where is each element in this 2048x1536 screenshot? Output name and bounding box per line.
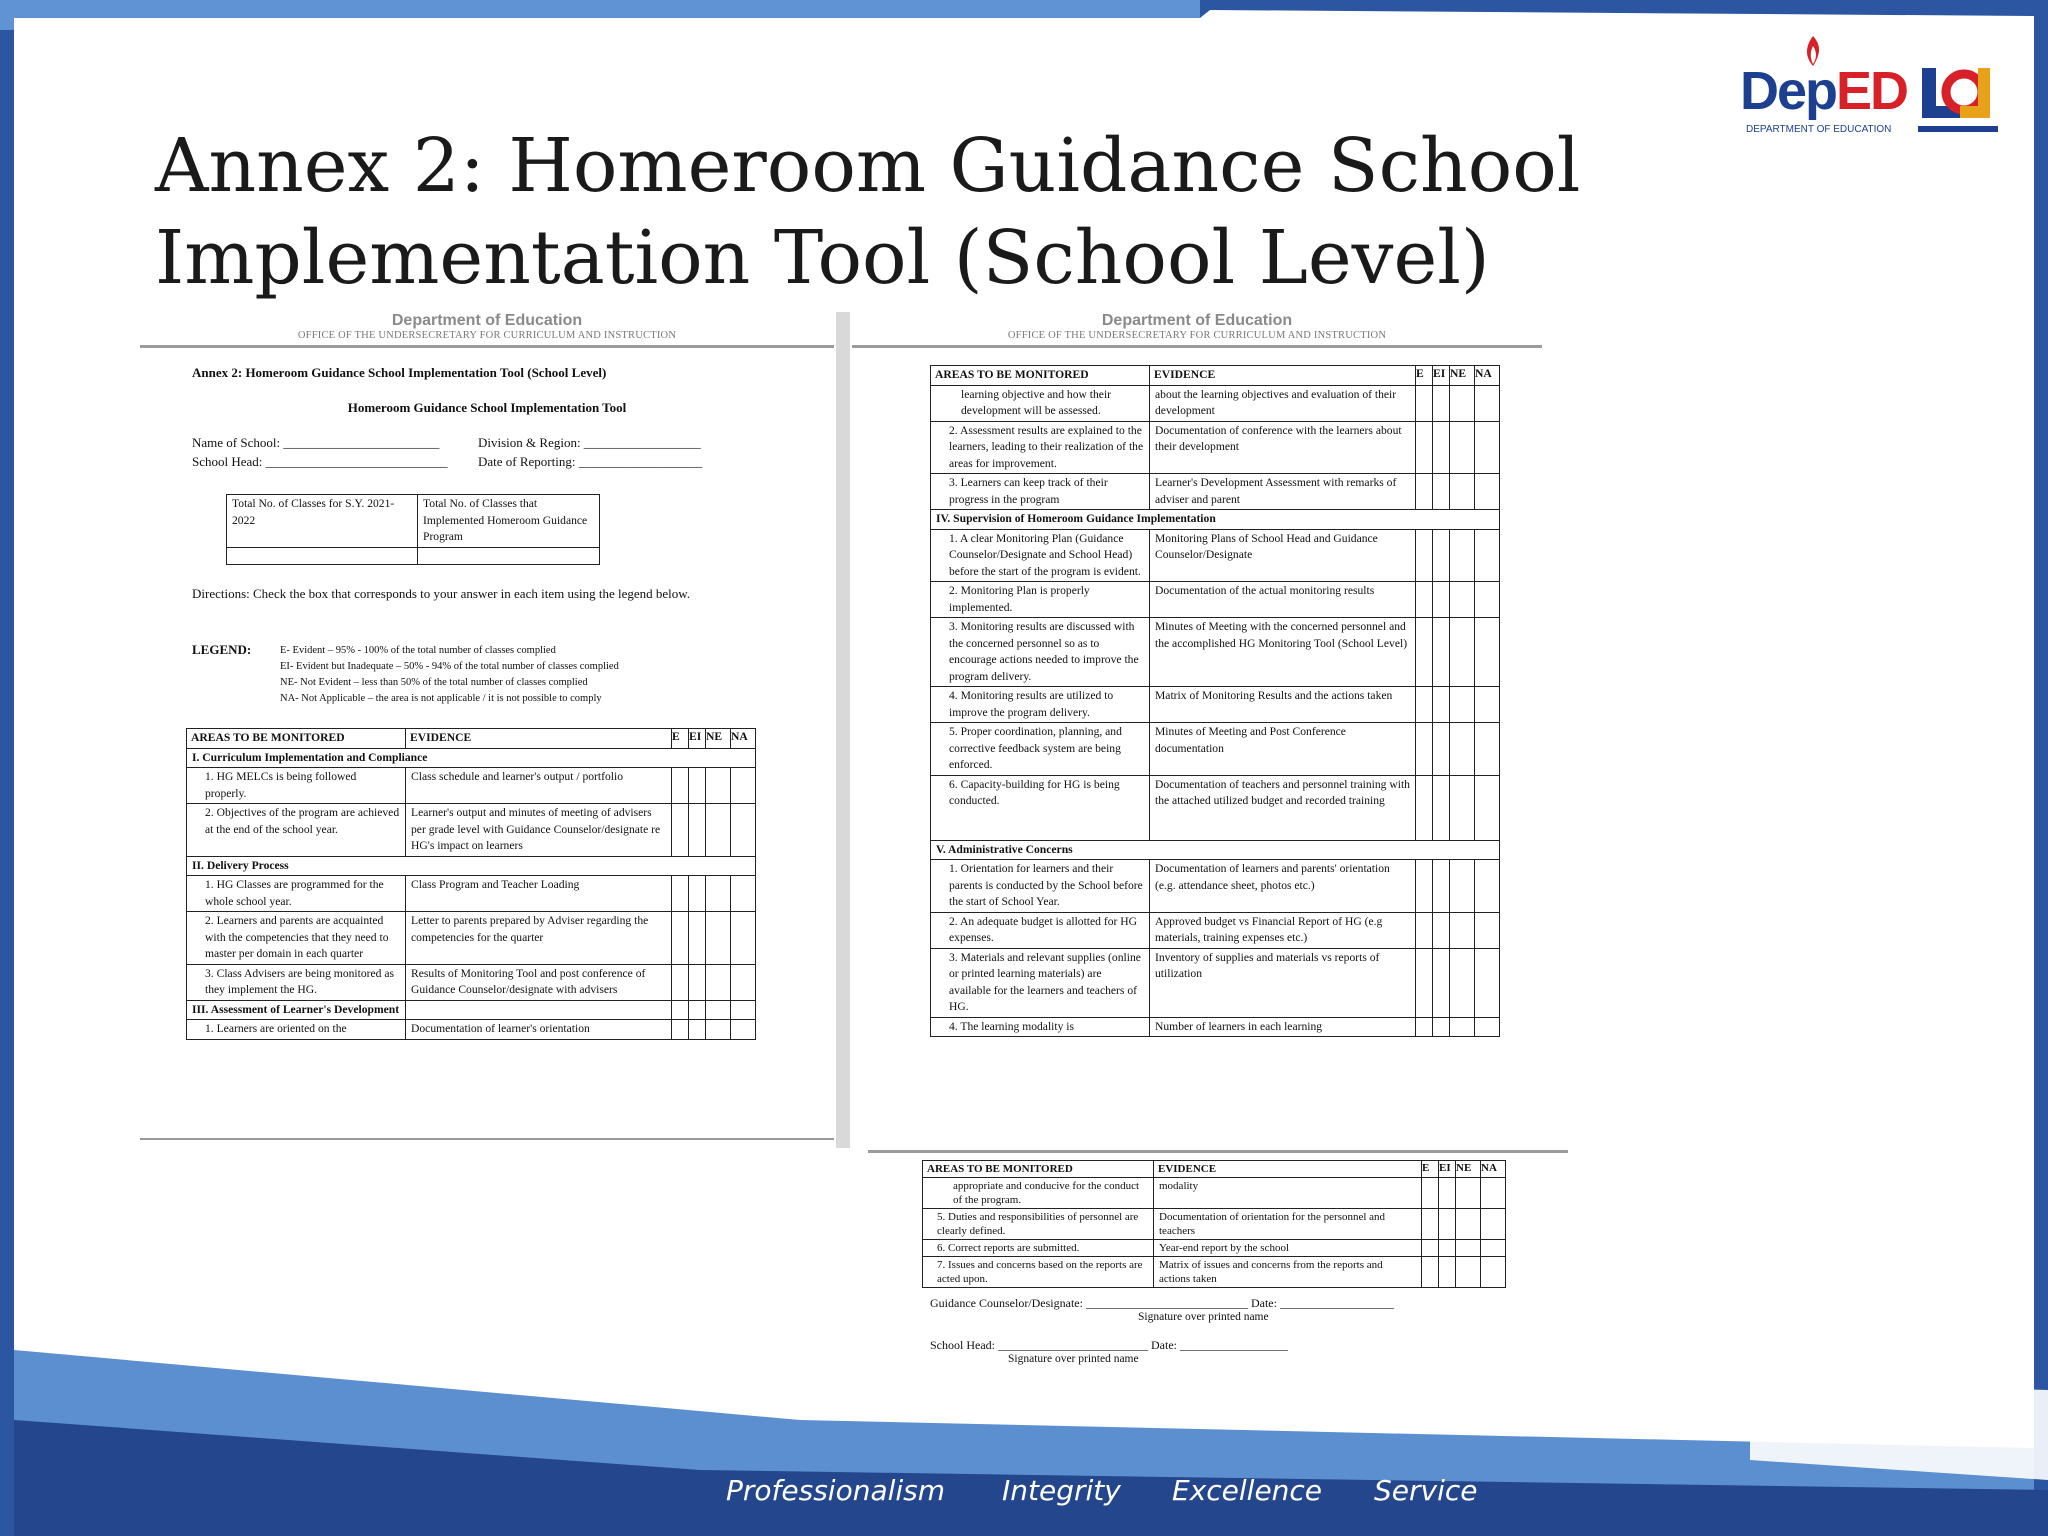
checkbox-e[interactable]: [1416, 723, 1433, 776]
checkbox-e[interactable]: [1416, 775, 1433, 840]
deped-logo-dep: Dep: [1740, 61, 1837, 121]
col-header-evidence: EVIDENCE: [1150, 366, 1416, 386]
area-cell: 2. Monitoring Plan is properly implemented.: [931, 582, 1150, 618]
directions-text: Directions: Check the box that corresponds to your answer in each item using the legend below.: [192, 586, 691, 601]
table-row: [931, 385, 1500, 421]
checkbox-ei[interactable]: [689, 804, 706, 857]
checkbox-ei[interactable]: [1439, 1209, 1456, 1240]
evidence-cell: Minutes of Meeting and Post Conference documentation: [1150, 723, 1416, 776]
checkbox-ne[interactable]: [1450, 582, 1475, 618]
evidence-cell: Learner's output and minutes of meeting of advisers per grade level with Guidance Counselor/designate re HG's impact on learners: [406, 804, 672, 857]
table-cell: [418, 548, 600, 565]
table-header-row: [923, 1161, 1506, 1178]
core-value-excellence: Excellence: [1172, 1474, 1323, 1507]
area-cell: 1. A clear Monitoring Plan (Guidance Counselor/Designate and School Head) before the start of the program is evident.: [931, 529, 1150, 582]
area-cell: 3. Monitoring results are discussed with the concerned personnel so as to encourage actions needed to improve the program delivery.: [931, 618, 1150, 687]
col-header-ne: NE: [706, 729, 731, 749]
table-header-row: [931, 366, 1500, 386]
checkbox-ne[interactable]: [706, 804, 731, 857]
checkbox-e[interactable]: [672, 804, 689, 857]
checkbox-ne[interactable]: [706, 1020, 731, 1040]
table-row: [187, 964, 756, 1000]
evidence-cell: Number of learners in each learning: [1150, 1017, 1416, 1037]
checkbox-ne[interactable]: [706, 876, 731, 912]
checkbox-na[interactable]: [1481, 1257, 1506, 1288]
area-cell: 1. HG Classes are programmed for the whole school year.: [187, 876, 406, 912]
checkbox-ei[interactable]: [1433, 1017, 1450, 1037]
table-row: [923, 1257, 1506, 1288]
col-header-evidence: EVIDENCE: [1154, 1161, 1422, 1178]
col-header-ei: EI: [1439, 1161, 1456, 1178]
checkbox-ne[interactable]: [1450, 421, 1475, 474]
monitoring-table-page1: [186, 728, 756, 1040]
checkbox-e[interactable]: [672, 768, 689, 804]
col-header-na: NA: [731, 729, 756, 749]
document-page-1: [140, 312, 834, 1142]
evidence-cell: Class schedule and learner's output / portfolio: [406, 768, 672, 804]
document-page-2: [852, 312, 1542, 1132]
checkbox-na[interactable]: [1475, 687, 1500, 723]
checkbox-e[interactable]: [1416, 582, 1433, 618]
col-header-na: NA: [1481, 1161, 1506, 1178]
area-cell: 6. Capacity-building for HG is being conducted.: [931, 775, 1150, 840]
evidence-cell: Minutes of Meeting with the concerned personnel and the accomplished HG Monitoring Tool (School Level): [1150, 618, 1416, 687]
evidence-cell: Results of Monitoring Tool and post conference of Guidance Counselor/designate with advisers: [406, 964, 672, 1000]
area-cell: 2. Objectives of the program are achieved at the end of the school year.: [187, 804, 406, 857]
section-row: [931, 840, 1500, 860]
evidence-cell: Learner's Development Assessment with remarks of adviser and parent: [1150, 474, 1416, 510]
area-cell: 2. An adequate budget is allotted for HG expenses.: [931, 912, 1150, 948]
area-cell: learning objective and how their development will be assessed.: [931, 385, 1150, 421]
checkbox-ne[interactable]: [1450, 723, 1475, 776]
checkbox-na[interactable]: [1475, 723, 1500, 776]
doc-header-dept: Department of Education: [1101, 312, 1293, 329]
checkbox-ei[interactable]: [1433, 723, 1450, 776]
deped-logo-ed: ED: [1836, 61, 1908, 121]
evidence-cell: Matrix of issues and concerns from the reports and actions taken: [1154, 1257, 1422, 1288]
section-row: [931, 510, 1500, 530]
tool-subtitle: Homeroom Guidance School Implementation Tool: [347, 400, 627, 415]
evidence-cell: Matrix of Monitoring Results and the actions taken: [1150, 687, 1416, 723]
checkbox-na[interactable]: [731, 876, 756, 912]
section-curriculum: I. Curriculum Implementation and Compliance: [187, 748, 756, 768]
slide-title-line1: Annex 2: Homeroom Guidance School: [155, 123, 1581, 209]
evidence-cell: about the learning objectives and evaluation of their development: [1150, 385, 1416, 421]
classes-implemented-label: Total No. of Classes that Implemented Homeroom Guidance Program: [418, 495, 600, 548]
checkbox-ne[interactable]: [1450, 912, 1475, 948]
checkbox-na[interactable]: [1475, 948, 1500, 1017]
evidence-cell: Inventory of supplies and materials vs reports of utilization: [1150, 948, 1416, 1017]
core-value-integrity: Integrity: [1002, 1474, 1121, 1507]
division-region-field: Division & Region: __________________: [478, 435, 701, 450]
checkbox-na[interactable]: [1475, 582, 1500, 618]
checkbox-ne[interactable]: [1456, 1240, 1481, 1257]
slide-title-line2: Implementation Tool (School Level): [155, 215, 1490, 301]
evidence-cell: Documentation of conference with the learners about their development: [1150, 421, 1416, 474]
checkbox-ne[interactable]: [1456, 1178, 1481, 1209]
col-header-e: E: [1416, 366, 1433, 386]
table-row: [931, 723, 1500, 776]
evidence-cell: Approved budget vs Financial Report of HG (e.g materials, training expenses etc.): [1150, 912, 1416, 948]
checkbox-na[interactable]: [1481, 1240, 1506, 1257]
monitoring-table-page2: [930, 365, 1500, 1037]
area-cell: 2. Learners and parents are acquainted with the competencies that they need to master per domain in each quarter: [187, 912, 406, 965]
checkbox-na[interactable]: [1475, 529, 1500, 582]
checkbox-ei[interactable]: [689, 768, 706, 804]
checkbox-na[interactable]: [1475, 385, 1500, 421]
col-header-e: E: [1422, 1161, 1439, 1178]
core-value-professionalism: Professionalism: [726, 1474, 946, 1507]
table-row: [931, 474, 1500, 510]
checkbox-na[interactable]: [1481, 1209, 1506, 1240]
col-header-evidence: EVIDENCE: [406, 729, 672, 749]
checkbox-ei[interactable]: [1439, 1178, 1456, 1209]
checkbox-ei[interactable]: [689, 964, 706, 1000]
signature-school-head: School Head: _________________________ Date: __________________: [930, 1338, 1288, 1352]
table-row: [187, 768, 756, 804]
checkbox-e[interactable]: [1416, 860, 1433, 913]
classes-total-label: Total No. of Classes for S.Y. 2021-2022: [227, 495, 418, 548]
col-header-ei: EI: [1433, 366, 1450, 386]
table-cell: [731, 1000, 756, 1020]
evidence-cell: Documentation of teachers and personnel training with the attached utilized budget and recorded training: [1150, 775, 1416, 840]
col-header-ei: EI: [689, 729, 706, 749]
checkbox-e[interactable]: [1416, 618, 1433, 687]
checkbox-na[interactable]: [1475, 860, 1500, 913]
table-row: [931, 912, 1500, 948]
checkbox-e[interactable]: [1416, 687, 1433, 723]
school-head-field: School Head: ____________________________: [192, 454, 448, 469]
classes-count-table: [226, 494, 600, 565]
checkbox-na[interactable]: [1475, 1017, 1500, 1037]
evidence-cell: Class Program and Teacher Loading: [406, 876, 672, 912]
table-row: [923, 1240, 1506, 1257]
date-reporting-field: Date of Reporting: ___________________: [478, 454, 703, 469]
col-header-ne: NE: [1450, 366, 1475, 386]
page-bottom-rule: [140, 1138, 834, 1140]
checkbox-ei[interactable]: [1439, 1257, 1456, 1288]
doc-header-dept: Department of Education: [391, 312, 583, 329]
table-row: [931, 1017, 1500, 1037]
checkbox-ne[interactable]: [1450, 385, 1475, 421]
legend-list: [280, 643, 619, 707]
slide-title: [155, 120, 1755, 304]
checkbox-ne[interactable]: [1450, 775, 1475, 840]
col-header-area: AREAS TO BE MONITORED: [923, 1161, 1154, 1178]
area-cell: 3. Materials and relevant supplies (online or printed learning materials) are available for the learners and teachers of HG.: [931, 948, 1150, 1017]
table-row: [187, 876, 756, 912]
legend-item-ei: EI- Evident but Inadequate – 50% - 94% of the total number of classes complied: [280, 661, 619, 672]
section-assessment: III. Assessment of Learner's Development: [187, 1000, 406, 1020]
checkbox-e[interactable]: [1416, 421, 1433, 474]
checkbox-na[interactable]: [731, 964, 756, 1000]
deped-logo-caption: DEPARTMENT OF EDUCATION: [1746, 124, 1892, 135]
table-cell: [672, 1000, 689, 1020]
evidence-cell: modality: [1154, 1178, 1422, 1209]
col-header-ne: NE: [1456, 1161, 1481, 1178]
checkbox-ne[interactable]: [706, 768, 731, 804]
evidence-cell: Year-end report by the school: [1154, 1240, 1422, 1257]
checkbox-ei[interactable]: [1433, 582, 1450, 618]
legend-label: LEGEND:: [192, 642, 252, 657]
checkbox-e[interactable]: [1422, 1240, 1439, 1257]
checkbox-ei[interactable]: [689, 1020, 706, 1040]
checkbox-na[interactable]: [731, 1020, 756, 1040]
table-cell: [689, 1000, 706, 1020]
table-cell: [227, 548, 418, 565]
table-row: [931, 582, 1500, 618]
col-header-area: AREAS TO BE MONITORED: [187, 729, 406, 749]
checkbox-ei[interactable]: [1433, 421, 1450, 474]
checkbox-e[interactable]: [672, 912, 689, 965]
section-row: [187, 748, 756, 768]
area-cell: 2. Assessment results are explained to the learners, leading to their realization of the areas for improvement.: [931, 421, 1150, 474]
checkbox-e[interactable]: [1416, 385, 1433, 421]
doc-header-rule: [852, 345, 1542, 348]
checkbox-ei[interactable]: [689, 876, 706, 912]
checkbox-na[interactable]: [1475, 912, 1500, 948]
logo-group: [1738, 34, 2008, 144]
checkbox-ei[interactable]: [1433, 775, 1450, 840]
evidence-cell: Documentation of the actual monitoring results: [1150, 582, 1416, 618]
area-cell: 3. Learners can keep track of their progress in the program: [931, 474, 1150, 510]
checkbox-e[interactable]: [1422, 1209, 1439, 1240]
section-administrative: V. Administrative Concerns: [931, 840, 1500, 860]
checkbox-e[interactable]: [672, 1020, 689, 1040]
monitoring-table-page3: [922, 1160, 1506, 1288]
section-supervision: IV. Supervision of Homeroom Guidance Implementation: [931, 510, 1500, 530]
checkbox-na[interactable]: [1475, 775, 1500, 840]
checkbox-ei[interactable]: [689, 912, 706, 965]
name-of-school-field: Name of School: ________________________: [192, 435, 440, 450]
section-row: [187, 856, 756, 876]
table-cell: [706, 1000, 731, 1020]
section-delivery: II. Delivery Process: [187, 856, 756, 876]
checkbox-ne[interactable]: [1450, 529, 1475, 582]
checkbox-ne[interactable]: [1456, 1257, 1481, 1288]
checkbox-e[interactable]: [672, 876, 689, 912]
legend-item-na: NA- Not Applicable – the area is not applicable / it is not possible to comply: [280, 693, 602, 704]
table-row: [931, 618, 1500, 687]
checkbox-ne[interactable]: [706, 964, 731, 1000]
table-row: [931, 860, 1500, 913]
area-cell: 7. Issues and concerns based on the reports are acted upon.: [923, 1257, 1154, 1288]
table-row: [931, 529, 1500, 582]
legend-item-ne: NE- Not Evident – less than 50% of the total number of classes complied: [280, 677, 588, 688]
table-row: [227, 495, 600, 548]
doc-header-office: OFFICE OF THE UNDERSECRETARY FOR CURRICULUM AND INSTRUCTION: [1007, 330, 1387, 341]
checkbox-na[interactable]: [1475, 618, 1500, 687]
checkbox-e[interactable]: [1416, 912, 1433, 948]
legend-item-e: E- Evident – 95% - 100% of the total number of classes complied: [280, 645, 556, 656]
deped-logo: [1740, 60, 1907, 122]
doc-header-office: OFFICE OF THE UNDERSECRETARY FOR CURRICULUM AND INSTRUCTION: [297, 330, 677, 341]
table-row: [227, 548, 600, 565]
area-cell: 3. Class Advisers are being monitored as they implement the HG.: [187, 964, 406, 1000]
checkbox-ei[interactable]: [1433, 618, 1450, 687]
evidence-cell: Documentation of orientation for the personnel and teachers: [1154, 1209, 1422, 1240]
checkbox-ei[interactable]: [1433, 912, 1450, 948]
checkbox-ne[interactable]: [1450, 1017, 1475, 1037]
checkbox-e[interactable]: [1416, 1017, 1433, 1037]
table-row: [187, 1020, 756, 1040]
checkbox-e[interactable]: [672, 964, 689, 1000]
evidence-cell: Monitoring Plans of School Head and Guidance Counselor/Designate: [1150, 529, 1416, 582]
evidence-cell: Documentation of learner's orientation: [406, 1020, 672, 1040]
signature-caption: Signature over printed name: [1008, 1353, 1139, 1365]
evidence-cell: Letter to parents prepared by Adviser regarding the competencies for the quarter: [406, 912, 672, 965]
table-cell: [406, 1000, 672, 1020]
area-cell: 4. Monitoring results are utilized to improve the program delivery.: [931, 687, 1150, 723]
checkbox-na[interactable]: [731, 804, 756, 857]
col-header-na: NA: [1475, 366, 1500, 386]
area-cell: 5. Proper coordination, planning, and corrective feedback system are being enforced.: [931, 723, 1150, 776]
checkbox-e[interactable]: [1416, 948, 1433, 1017]
section-row: [187, 1000, 756, 1020]
col-header-e: E: [672, 729, 689, 749]
page-divider: [836, 312, 850, 1148]
area-cell: 4. The learning modality is: [931, 1017, 1150, 1037]
doc-header-rule: [140, 345, 834, 348]
table-row: [187, 912, 756, 965]
checkbox-ne[interactable]: [1450, 474, 1475, 510]
checkbox-na[interactable]: [1481, 1178, 1506, 1209]
table-row: [931, 948, 1500, 1017]
col-header-area: AREAS TO BE MONITORED: [931, 366, 1150, 386]
checkbox-ei[interactable]: [1433, 687, 1450, 723]
area-cell: 6. Correct reports are submitted.: [923, 1240, 1154, 1257]
bcd-logo-icon: [1918, 62, 1998, 136]
area-cell: appropriate and conducive for the conduct of the program.: [923, 1178, 1154, 1209]
table-row: [931, 421, 1500, 474]
signature-guidance-counselor: Guidance Counselor/Designate: ___________________________ Date: ___________________: [930, 1296, 1394, 1310]
checkbox-ne[interactable]: [1456, 1209, 1481, 1240]
page-top-rule: [868, 1150, 1568, 1153]
checkbox-ne[interactable]: [706, 912, 731, 965]
checkbox-ei[interactable]: [1433, 529, 1450, 582]
annex-title: Annex 2: Homeroom Guidance School Implementation Tool (School Level): [192, 365, 607, 380]
checkbox-ei[interactable]: [1433, 385, 1450, 421]
checkbox-ne[interactable]: [1450, 948, 1475, 1017]
table-row: [931, 687, 1500, 723]
checkbox-e[interactable]: [1422, 1257, 1439, 1288]
checkbox-ei[interactable]: [1433, 948, 1450, 1017]
table-row: [931, 775, 1500, 840]
checkbox-ne[interactable]: [1450, 687, 1475, 723]
signature-caption: Signature over printed name: [1138, 1311, 1269, 1323]
checkbox-ei[interactable]: [1433, 860, 1450, 913]
checkbox-e[interactable]: [1416, 474, 1433, 510]
area-cell: 1. Learners are oriented on the: [187, 1020, 406, 1040]
table-row: [923, 1178, 1506, 1209]
checkbox-na[interactable]: [731, 912, 756, 965]
area-cell: 5. Duties and responsibilities of personnel are clearly defined.: [923, 1209, 1154, 1240]
table-row: [923, 1209, 1506, 1240]
checkbox-ei[interactable]: [1433, 474, 1450, 510]
document-page-3: [868, 1150, 1568, 1372]
core-value-service: Service: [1374, 1474, 1478, 1507]
area-cell: 1. Orientation for learners and their parents is conducted by the School before the start of School Year.: [931, 860, 1150, 913]
evidence-cell: Documentation of learners and parents' orientation (e.g. attendance sheet, photos etc.): [1150, 860, 1416, 913]
checkbox-ne[interactable]: [1450, 618, 1475, 687]
checkbox-na[interactable]: [1475, 421, 1500, 474]
checkbox-e[interactable]: [1416, 529, 1433, 582]
table-row: [187, 804, 756, 857]
checkbox-ei[interactable]: [1439, 1240, 1456, 1257]
checkbox-na[interactable]: [1475, 474, 1500, 510]
checkbox-na[interactable]: [731, 768, 756, 804]
area-cell: 1. HG MELCs is being followed properly.: [187, 768, 406, 804]
checkbox-ne[interactable]: [1450, 860, 1475, 913]
checkbox-e[interactable]: [1422, 1178, 1439, 1209]
table-header-row: [187, 729, 756, 749]
